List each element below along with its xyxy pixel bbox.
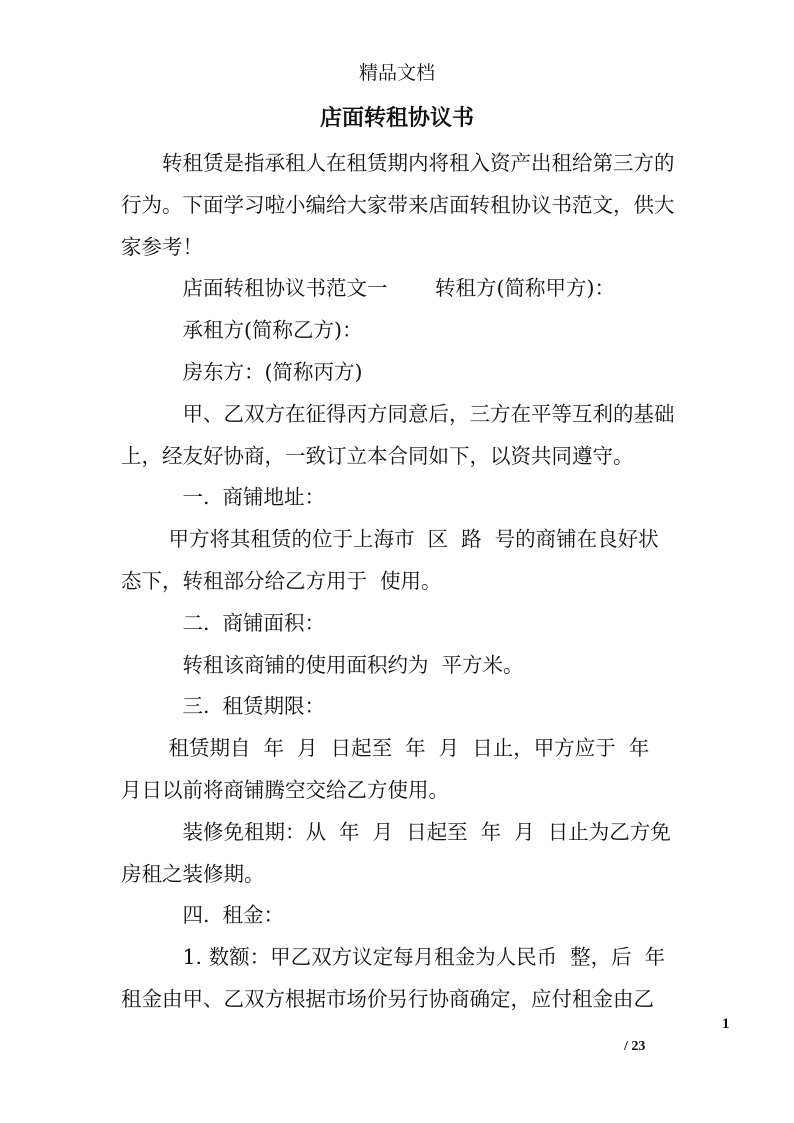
paragraph: 租赁期自 年 月 日起至 年 月 日止，甲方应于 年 月日以前将商铺腾空交给乙方使用。 [121, 736, 663, 802]
page-total: / 23 [624, 1039, 646, 1054]
document-body [121, 143, 677, 1021]
paragraph: 承租方(简称乙方)： [121, 318, 363, 343]
paragraph: 二. 商铺面积： [121, 610, 326, 635]
paragraph: 房东方：(简称丙方) [121, 359, 363, 384]
paragraph: 一. 商铺地址： [121, 485, 326, 510]
page-number: 1 [722, 1016, 730, 1032]
paragraph: 四. 租金： [121, 903, 285, 928]
paragraph: 三. 租赁期限： [121, 694, 326, 719]
document-header: 精品文档 [358, 62, 435, 84]
paragraph: 店面转租协议书范文一 转租方(简称甲方)： [121, 276, 616, 301]
paragraph: 转租赁是指承租人在租赁期内将租入资产出租给第三方的行为。下面学习啦小编给大家带来店面转租协议书范文，供大家参考！ [121, 151, 675, 259]
document-title: 店面转租协议书 [319, 105, 474, 131]
paragraph: 甲方将其租赁的位于上海市 区 路 号的商铺在良好状态下，转租部分给乙方用于 使用。 [121, 527, 659, 593]
paragraph: 甲、乙双方在征得丙方同意后，三方在平等互利的基础上，经友好协商，一致订立本合同如下，以资共同遵守。 [121, 401, 675, 468]
paragraph: 装修免租期：从 年 月 日起至 年 月 日止为乙方免房租之装修期。 [121, 819, 671, 886]
paragraph: 1. 数额：甲乙双方议定每月租金为人民币 整，后 年租金由甲、乙双方根据市场价另行协商确定，应付租金由乙 [121, 945, 666, 1011]
paragraph: 转租该商铺的使用面积约为 平方米。 [121, 652, 524, 677]
